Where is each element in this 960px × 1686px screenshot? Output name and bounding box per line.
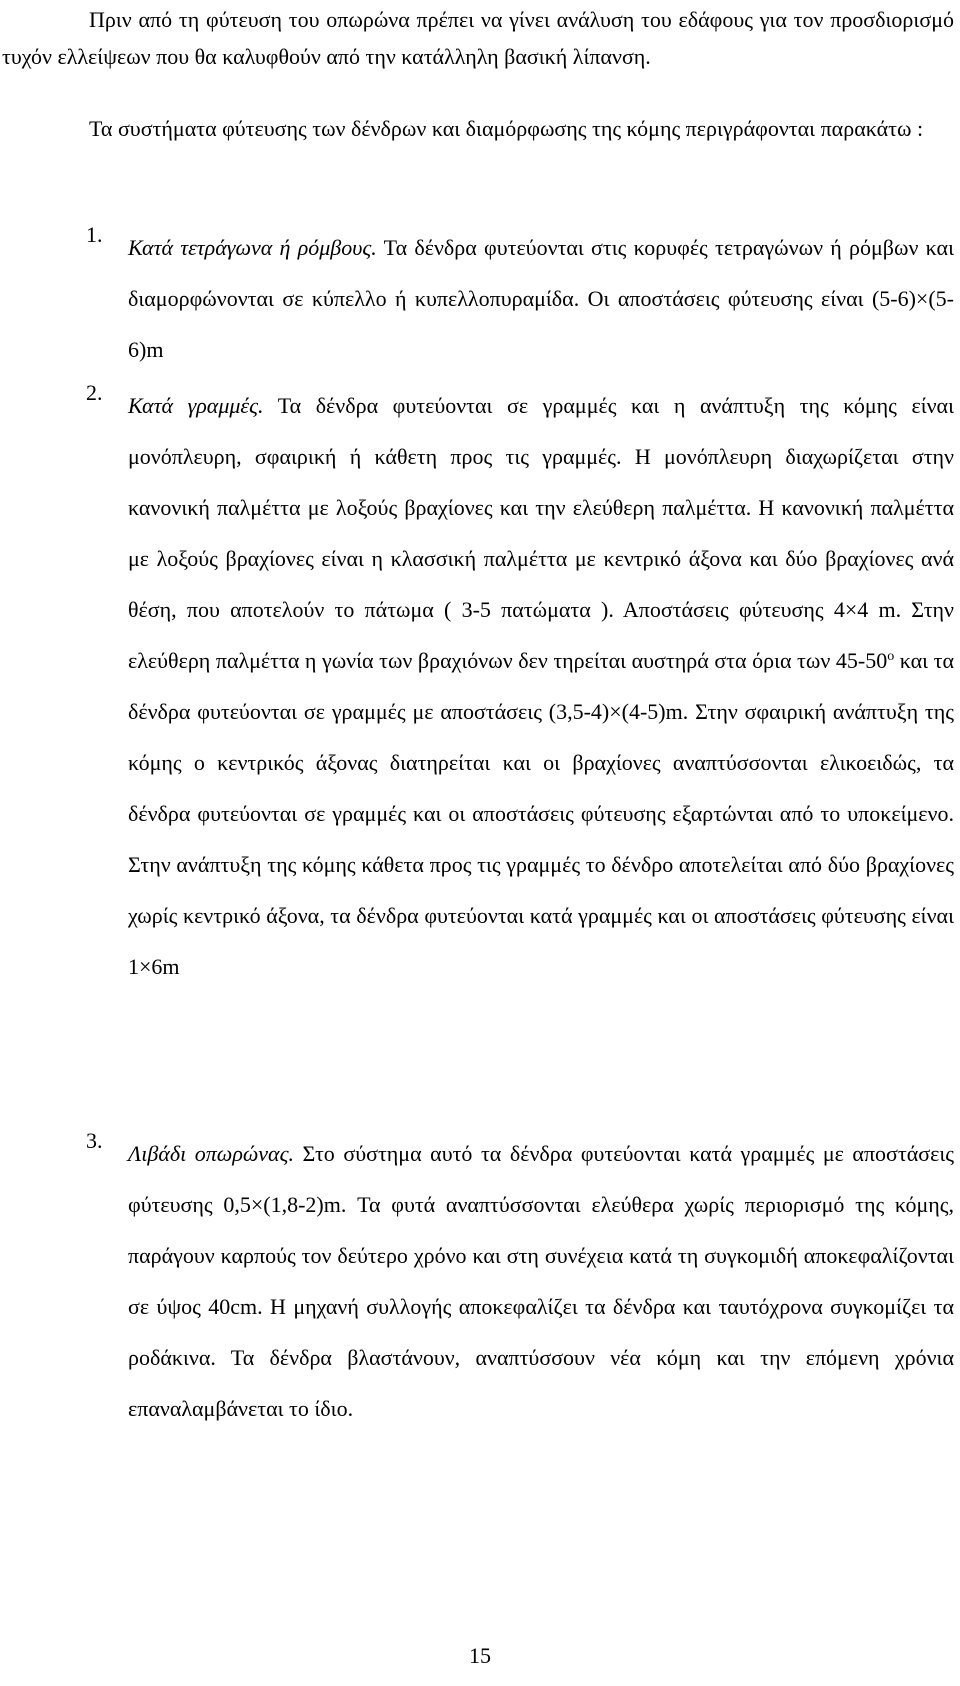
- list-item-text: Τα δένδρα φυτεύονται σε γραμμές και η ανάπτυξη της κόμης είναι μονόπλευρη, σφαιρική ή κάθετη προς τις γραμμές. Η μονόπλευρη διαχωρίζεται στην κανονική παλμέττα με λοξούς βραχίονες και την ελεύθερη παλμέττα. Η κανονική παλμέττα με λοξούς βραχίονες είναι η κλασσική παλμέττα με κεντρικό άξονα και δύο βραχίονες ανά θέση, που αποτελούν το πάτωμα ( 3-5 πατώματα ). Αποστάσεις φύτευσης 4×4 m. Στην ελεύθερη παλμέττα η γωνία των βραχιόνων δεν τηρείται αυστηρά στα όρια των 45-50: [128, 393, 954, 673]
- page-number: 15: [469, 1643, 491, 1668]
- list-item-heading: Λιβάδι οπωρώνας.: [128, 1141, 294, 1166]
- list-item-body: [128, 222, 954, 375]
- list-item-body: [128, 380, 954, 992]
- list-item-heading: Κατά γραμμές.: [128, 393, 264, 418]
- list-item-heading: Κατά τετράγωνα ή ρόμβους.: [128, 235, 377, 260]
- list-item-number: 3.: [86, 1128, 103, 1153]
- list-item-text: Τα δένδρα φυτεύονται στις κορυφές τετραγώνων ή ρόμβων και διαμορφώνονται σε κύπελλο ή κυπελλοπυραμίδα. Οι αποστάσεις φύτευσης είναι (5-6)×(5-6)m: [128, 235, 954, 362]
- list-item-number: 1.: [86, 222, 103, 247]
- list-item-number: 2.: [86, 380, 103, 405]
- list-item-text-continued: και τα δένδρα φυτεύονται σε γραμμές με αποστάσεις (3,5-4)×(4-5)m. Στην σφαιρική ανάπτυξη της κόμης ο κεντρικός άξονας διατηρείται και οι βραχίονες αναπτύσσονται ελικοειδώς, τα δένδρα φυτεύονται σε γραμμές και οι αποστάσεις φύτευσης εξαρτώνται από το υποκείμενο. Στην ανάπτυξη της κόμης κάθετα προς τις γραμμές το δένδρο αποτελείται από δύο βραχίονες χωρίς κεντρικό άξονα, τα δένδρα φυτεύονται κατά γραμμές και οι αποστάσεις φύτευσης είναι 1×6m: [128, 648, 954, 979]
- list-item-body: [128, 1128, 954, 1434]
- intro-paragraph-2: Τα συστήματα φύτευσης των δένδρων και διαμόρφωσης της κόμης περιγράφονται παρακάτω :: [89, 116, 924, 141]
- list-item-text: Στο σύστημα αυτό τα δένδρα φυτεύονται κατά γραμμές με αποστάσεις φύτευσης 0,5×(1,8-2)m. Τα φυτά αναπτύσσονται ελεύθερα χωρίς περιορισμό της κόμης, παράγουν καρπούς τον δεύτερο χρόνο και στη συνέχεια κατά τη συγκομιδή αποκεφαλίζονται σε ύψος 40cm. Η μηχανή συλλογής αποκεφαλίζει τα δένδρα και ταυτόχρονα συγκομίζει τα ροδάκινα. Τα δένδρα βλαστάνουν, αναπτύσσουν νέα κόμη και την επόμενη χρόνια επαναλαμβάνεται το ίδιο.: [128, 1141, 955, 1421]
- intro-paragraph-1: Πριν από τη φύτευση του οπωρώνα πρέπει να γίνει ανάλυση του εδάφους για τον προσδιορισμό τυχόν ελλείψεων που θα καλυφθούν από την κατάλληλη βασική λίπανση.: [2, 7, 954, 69]
- degree-superscript: o: [887, 649, 895, 664]
